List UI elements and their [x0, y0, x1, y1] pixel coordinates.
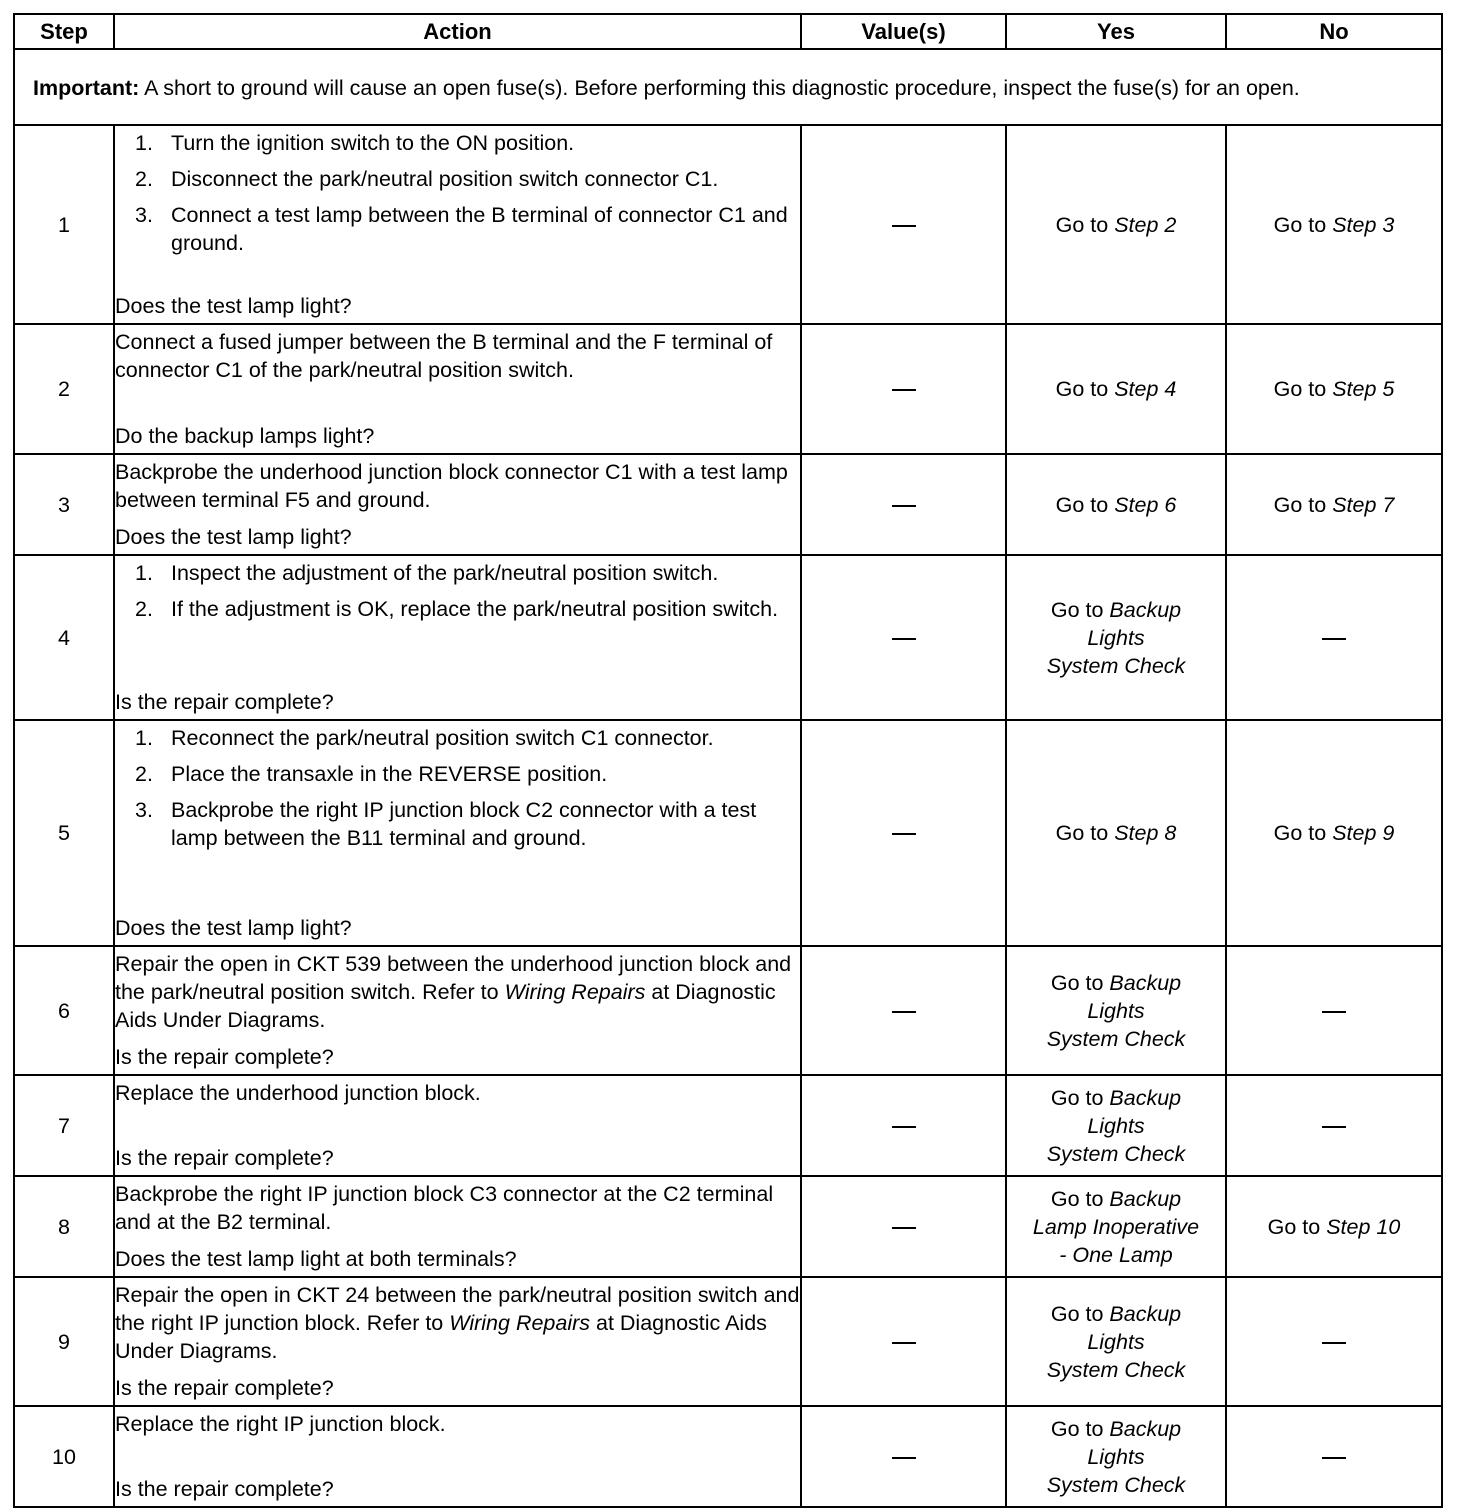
action-question: Is the repair complete? — [115, 1376, 334, 1400]
step-number: 1 — [14, 125, 114, 324]
yes-cell: Go to Backup Lights System Check — [1006, 555, 1226, 720]
header-values: Value(s) — [801, 14, 1006, 49]
action-item: 1. Turn the ignition switch to the ON position. — [135, 131, 575, 155]
yes-cell: Go to Backup Lights System Check — [1006, 1277, 1226, 1406]
empty-value-dash — [1322, 1342, 1346, 1344]
yes-cell: Go to Step 8 — [1006, 720, 1226, 946]
yes-step-link[interactable]: Step 4 — [1114, 377, 1177, 401]
table-row — [14, 1176, 1442, 1277]
yes-cell: Go to Step 6 — [1006, 454, 1226, 555]
important-text: A short to ground will cause an open fuse(s). Before performing this diagnostic procedure, inspect the fuse(s) for an open. — [139, 75, 1300, 100]
action-cell — [114, 454, 801, 555]
yes-check-link[interactable]: Backup — [1109, 1301, 1182, 1326]
diagnostic-table — [13, 13, 1443, 1508]
action-item: 1. Reconnect the park/neutral position switch C1 connector. — [135, 726, 714, 750]
header-step: Step — [14, 14, 114, 49]
action-text: Replace the underhood junction block. — [115, 1081, 481, 1105]
yes-cell: Go to Step 2 — [1006, 125, 1226, 324]
table-row — [14, 946, 1442, 1075]
table-row — [14, 454, 1442, 555]
action-text: Repair the open in CKT 539 between the underhood junction block and the park/neutral position switch. Refer to Wiring Repairs at Diagnostic Aids Under Diagrams. — [115, 952, 792, 1032]
step-number: 7 — [14, 1075, 114, 1176]
table-row — [14, 125, 1442, 324]
yes-check-link[interactable]: Backup — [1109, 1085, 1182, 1110]
yes-cell: Go to Backup Lights System Check — [1006, 946, 1226, 1075]
step-number: 6 — [14, 946, 114, 1075]
no-cell — [1226, 946, 1442, 1075]
step-number: 3 — [14, 454, 114, 555]
no-cell: Go to Step 3 — [1226, 125, 1442, 324]
yes-check-link[interactable]: Backup — [1109, 597, 1182, 622]
no-cell — [1226, 1406, 1442, 1507]
step-number: 9 — [14, 1277, 114, 1406]
empty-value-dash — [1322, 1457, 1346, 1459]
yes-step-link[interactable]: Step 8 — [1114, 821, 1177, 845]
value-cell — [801, 125, 1006, 324]
action-question: Is the repair complete? — [115, 1477, 334, 1501]
header-no: No — [1226, 14, 1442, 49]
value-cell — [801, 324, 1006, 454]
no-step-link[interactable]: Step 9 — [1332, 821, 1395, 845]
value-cell — [801, 1406, 1006, 1507]
table-row — [14, 1075, 1442, 1176]
yes-cell: Go to Backup Lights System Check — [1006, 1075, 1226, 1176]
action-item: 2. If the adjustment is OK, replace the park/neutral position switch. — [135, 597, 779, 621]
action-text: Backprobe the right IP junction block C3 connector at the C2 terminal and at the B2 terminal. — [115, 1182, 774, 1234]
action-question: Is the repair complete? — [115, 1146, 334, 1170]
action-cell — [114, 1277, 801, 1406]
action-cell — [114, 946, 801, 1075]
step-number: 2 — [14, 324, 114, 454]
empty-value-dash — [892, 389, 916, 391]
yes-check-link[interactable]: Backup — [1109, 970, 1182, 995]
empty-value-dash — [1322, 1126, 1346, 1128]
table-row — [14, 1277, 1442, 1406]
empty-value-dash — [1322, 638, 1346, 640]
no-step-link[interactable]: Step 10 — [1326, 1214, 1401, 1239]
action-item: 3. Connect a test lamp between the B terminal of connector C1 and ground. — [135, 203, 788, 255]
empty-value-dash — [892, 1227, 916, 1229]
table-row — [14, 720, 1442, 946]
no-cell — [1226, 1075, 1442, 1176]
step-number: 8 — [14, 1176, 114, 1277]
action-cell — [114, 125, 801, 324]
action-item: 2. Disconnect the park/neutral position switch connector C1. — [135, 167, 719, 191]
yes-check-link[interactable]: Backup — [1109, 1416, 1182, 1441]
header-yes: Yes — [1006, 14, 1226, 49]
yes-cell: Go to Step 4 — [1006, 324, 1226, 454]
empty-value-dash — [892, 833, 916, 835]
action-question: Does the test lamp light? — [115, 294, 352, 318]
yes-step-link[interactable]: Step 2 — [1114, 212, 1177, 237]
action-item: 1. Inspect the adjustment of the park/neutral position switch. — [135, 561, 719, 585]
action-cell — [114, 1075, 801, 1176]
table-row — [14, 555, 1442, 720]
empty-value-dash — [892, 225, 916, 227]
action-cell — [114, 1406, 801, 1507]
no-cell: Go to Step 10 — [1226, 1176, 1442, 1277]
action-question: Does the test lamp light? — [115, 525, 352, 549]
yes-check-link[interactable]: Backup — [1109, 1186, 1182, 1211]
step-number: 10 — [14, 1406, 114, 1507]
wiring-repairs-link[interactable]: Wiring Repairs — [449, 1311, 591, 1335]
empty-value-dash — [892, 1342, 916, 1344]
action-text: Repair the open in CKT 24 between the park/neutral position switch and the right IP junction block. Refer to Wiring Repairs at Diagnostic Aids Under Diagrams. — [115, 1283, 800, 1363]
no-cell: Go to Step 7 — [1226, 454, 1442, 555]
action-question: Does the test lamp light? — [115, 916, 352, 940]
value-cell — [801, 946, 1006, 1075]
table-row — [14, 324, 1442, 454]
value-cell — [801, 454, 1006, 555]
no-step-link[interactable]: Step 7 — [1332, 492, 1395, 517]
no-cell — [1226, 555, 1442, 720]
no-cell — [1226, 1277, 1442, 1406]
yes-step-link[interactable]: Step 6 — [1114, 492, 1177, 517]
table-row — [14, 1406, 1442, 1507]
important-label: Important: — [33, 75, 140, 100]
value-cell — [801, 1277, 1006, 1406]
action-question: Is the repair complete? — [115, 1045, 334, 1069]
value-cell — [801, 720, 1006, 946]
action-cell — [114, 1176, 801, 1277]
step-number: 4 — [14, 555, 114, 720]
empty-value-dash — [892, 1457, 916, 1459]
no-cell: Go to Step 9 — [1226, 720, 1442, 946]
no-cell: Go to Step 5 — [1226, 324, 1442, 454]
yes-cell: Go to Backup Lamp Inoperative - One Lamp — [1006, 1176, 1226, 1277]
action-text: Connect a fused jumper between the B terminal and the F terminal of connector C1 of the park/neutral position switch. — [115, 330, 773, 382]
action-question: Do the backup lamps light? — [115, 424, 375, 448]
empty-value-dash — [892, 1126, 916, 1128]
empty-value-dash — [1322, 1011, 1346, 1013]
action-question: Is the repair complete? — [115, 690, 334, 714]
step-number: 5 — [14, 720, 114, 946]
action-cell — [114, 324, 801, 454]
action-text: Replace the right IP junction block. — [115, 1412, 446, 1436]
empty-value-dash — [892, 1011, 916, 1013]
action-question: Does the test lamp light at both terminals? — [115, 1247, 517, 1271]
header-row — [14, 14, 1442, 49]
yes-cell: Go to Backup Lights System Check — [1006, 1406, 1226, 1507]
no-step-link[interactable]: Step 5 — [1332, 377, 1395, 401]
value-cell — [801, 1075, 1006, 1176]
important-note-row — [14, 49, 1442, 125]
action-cell — [114, 555, 801, 720]
no-step-link[interactable]: Step 3 — [1332, 212, 1395, 237]
action-item: 3. Backprobe the right IP junction block C2 connector with a test lamp between the B11 terminal and ground. — [135, 798, 757, 850]
action-item: 2. Place the transaxle in the REVERSE position. — [135, 762, 608, 786]
header-action: Action — [114, 14, 801, 49]
value-cell — [801, 1176, 1006, 1277]
important-note — [14, 49, 1442, 125]
empty-value-dash — [892, 638, 916, 640]
action-cell — [114, 720, 801, 946]
value-cell — [801, 555, 1006, 720]
action-text: Backprobe the underhood junction block connector C1 with a test lamp between terminal F5 and ground. — [115, 460, 788, 512]
wiring-repairs-link[interactable]: Wiring Repairs — [504, 980, 646, 1004]
empty-value-dash — [892, 505, 916, 507]
